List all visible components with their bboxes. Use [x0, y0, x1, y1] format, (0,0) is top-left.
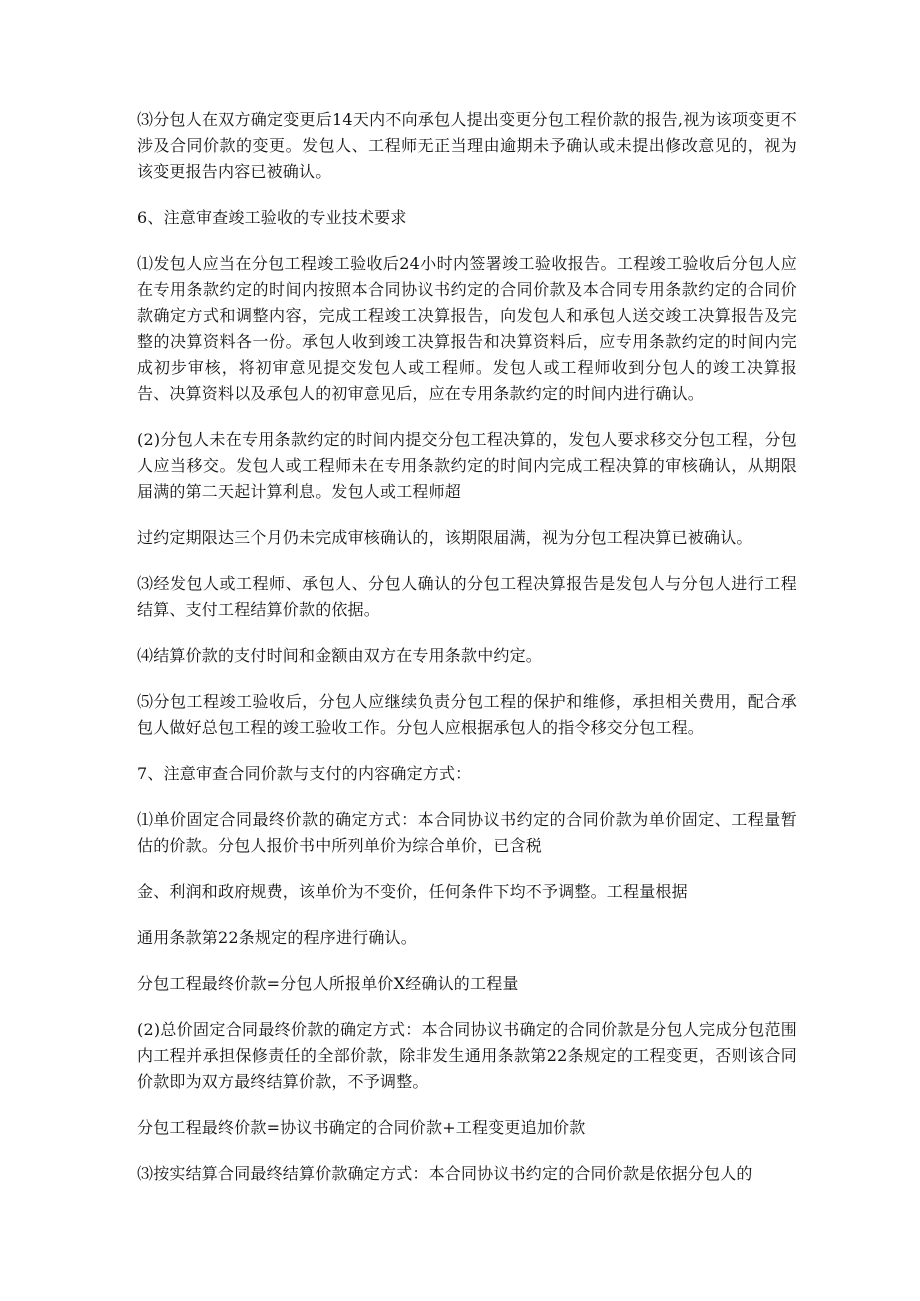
paragraph-completion-5: ⑸分包工程竣工验收后，分包人应继续负责分包工程的保护和维修，承担相关费用，配合承包人做好总包工程的竣工验收工作。分包人应根据承包人的指令移交分包工程。 — [137, 692, 797, 737]
paragraph-price-1: ⑴单价固定合同最终价款的确定方式：本合同协议书约定的合同价款为单价固定、工程量暂估的价款。分包人报价书中所列单价为综合单价，已含税 — [137, 810, 797, 855]
section-heading-6: 6、注意审查竣工验收的专业技术要求 — [137, 208, 407, 227]
paragraph-completion-2: (2)分包人未在专用条款约定的时间内提交分包工程决算的，发包人要求移交分包工程，分包人应当移交。发包人或工程师未在专用条款约定的时间内完成工程决算的审核确认，从期限届满的第二天起计算利息。发包人或工程师超 — [137, 430, 797, 501]
paragraph-price-1-cont-b: 通用条款第22条规定的程序进行确认。 — [137, 928, 417, 947]
document-page — [137, 107, 797, 1207]
paragraph-price-3: ⑶按实结算合同最终结算价款确定方式：本合同协议书约定的合同价款是依据分包人的 — [137, 1164, 753, 1183]
formula-lump-sum: 分包工程最终价款=协议书确定的合同价款+工程变更追加价款 — [137, 1118, 586, 1137]
paragraph-completion-1: ⑴发包人应当在分包工程竣工验收后24小时内签署竣工验收报告。工程竣工验收后分包人应在专用条款约定的时间内按照本合同协议书约定的合同价款及本合同专用条款约定的合同价款确定方式和调整内容，完成工程竣工决算报告，向发包人和承包人送交竣工决算报告及完整的决算资料各一份。承包人收到竣工决算报告和决算资料后，应专用条款约定的时间内完成初步审核，将初审意见提交发包人或工程师。发包人或工程师收到分包人的竣工决算报告、决算资料以及承包人的初审意见后，应在专用条款约定的时间内进行确认。 — [137, 254, 797, 403]
paragraph-price-2: (2)总价固定合同最终价款的确定方式：本合同协议书确定的合同价款是分包人完成分包范围内工程并承担保修责任的全部价款，除非发生通用条款第22条规定的工程变更，否则该合同价款即为双方最终结算价款，不予调整。 — [137, 1020, 797, 1091]
paragraph-completion-4: ⑷结算价款的支付时间和金额由双方在专用条款中约定。 — [137, 646, 543, 665]
paragraph-completion-2-cont: 过约定期限达三个月仍未完成审核确认的，该期限届满，视为分包工程决算已被确认。 — [137, 528, 753, 547]
formula-unit-price: 分包工程最终价款=分包人所报单价X经确认的工程量 — [137, 974, 519, 993]
paragraph-change-report: ⑶分包人在双方确定变更后14天内不向承包人提出变更分包工程价款的报告,视为该项变更不涉及合同价款的变更。发包人、工程师无正当理由逾期未予确认或未提出修改意见的，视为该变更报告内容已被确认。 — [137, 110, 797, 181]
paragraph-price-1-cont-a: 金、利润和政府规费，该单价为不变价，任何条件下均不予调整。工程量根据 — [137, 882, 688, 901]
paragraph-completion-3: ⑶经发包人或工程师、承包人、分包人确认的分包工程决算报告是发包人与分包人进行工程结算、支付工程结算价款的依据。 — [137, 574, 797, 619]
section-heading-7: 7、注意审查合同价款与支付的内容确定方式： — [137, 764, 472, 783]
